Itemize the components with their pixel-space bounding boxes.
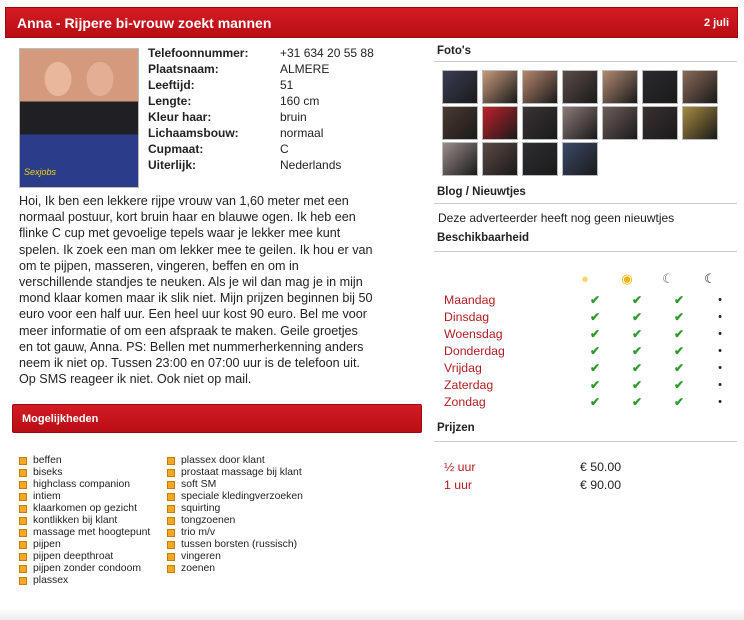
photo-gallery: [442, 70, 732, 177]
square-bullet-icon: [167, 541, 175, 549]
availability-days: [444, 292, 505, 411]
info-value: normaal: [280, 126, 324, 140]
photo-thumbnail[interactable]: [522, 70, 558, 104]
option-label: biseks: [33, 467, 63, 478]
option-item: [167, 527, 303, 539]
photo-thumbnail[interactable]: [482, 106, 518, 140]
option-item: [19, 563, 150, 575]
option-item: [19, 539, 150, 551]
day-label: Donderdag: [444, 344, 505, 358]
info-value: 51: [280, 78, 294, 92]
option-item: [167, 455, 303, 467]
photo-thumbnail[interactable]: [602, 70, 638, 104]
check-icon: ✔: [631, 344, 643, 358]
info-value: C: [280, 142, 289, 156]
option-label: beffen: [33, 455, 62, 466]
option-label: plassex: [33, 575, 69, 586]
check-icon: ✔: [631, 378, 643, 392]
ad-date: 2 juli: [703, 16, 729, 29]
info-label: Lichaamsbouw:: [148, 126, 239, 140]
square-bullet-icon: [19, 505, 27, 513]
prices-title: Prijzen: [437, 422, 475, 434]
ad-description: Hoi, Ik ben een lekkere rijpe vrouw van 1,60 meter met een normaal postuur, kort bruin haar en blauwe ogen. Ik heb een flinke C cup met gevoelige tepels waar je lekker mee kunt spelen. Ik zoek een man om lekker mee te geilen. Ik hou er van om te pijpen, masseren, vingeren, beffen en om in verschillende standjes te neuken. Als je wil dan mag je in mijn mond klaar komen maar ik slik niet. Mijn prijzen beginnen bij 50 euro voor een half uur. Een heel uur kost 90 euro. Bel me voor meer informatie of om een afspraak te maken. Geile groetjes en tot gauw, Anna. PS: Bellen met nummerherkenning anders neem ik niet op. Tussen 23:00 en 07:00 uur is de telefoon uit. Op SMS reageer ik niet. Ook niet op mail.: [19, 194, 373, 387]
availability-col-night: [714, 292, 726, 411]
dot-icon: •: [718, 379, 722, 391]
dot-icon: •: [718, 311, 722, 323]
square-bullet-icon: [167, 553, 175, 561]
options-section-title: Mogelijkheden: [22, 412, 99, 425]
option-item: [167, 563, 303, 575]
option-label: highclass companion: [33, 479, 131, 490]
blog-empty-text: Deze adverteerder heeft nog geen nieuwtjes: [438, 211, 675, 225]
option-item: [167, 539, 303, 551]
info-row-age: [148, 77, 374, 93]
availability-col-afternoon: [630, 292, 644, 411]
day-label: Zaterdag: [444, 378, 494, 392]
photos-title: Foto's: [437, 45, 472, 57]
option-label: prostaat massage bij klant: [181, 467, 302, 478]
option-label: intiem: [33, 491, 61, 502]
ad-title: Anna - Rijpere bi-vrouw zoekt mannen: [17, 14, 272, 31]
square-bullet-icon: [167, 493, 175, 501]
options-list-left: [19, 455, 150, 587]
photo-thumbnail[interactable]: [442, 142, 478, 176]
info-label: Leeftijd:: [148, 78, 195, 92]
day-label: Maandag: [444, 293, 496, 307]
info-value: bruin: [280, 110, 307, 124]
divider: [434, 203, 737, 204]
check-icon: ✔: [631, 327, 643, 341]
info-row-build: [148, 125, 374, 141]
dot-icon: •: [718, 328, 722, 340]
info-value: ALMERE: [280, 62, 330, 76]
photo-thumbnail[interactable]: [562, 106, 598, 140]
check-icon: ✔: [589, 344, 601, 358]
photo-thumbnail[interactable]: [562, 142, 598, 176]
phone-number[interactable]: +31 634 20 55 88: [280, 46, 374, 60]
info-label: Kleur haar:: [148, 110, 212, 124]
afternoon-sun-icon: ◉: [621, 271, 633, 286]
square-bullet-icon: [167, 481, 175, 489]
option-item: [167, 491, 303, 503]
check-icon: ✔: [673, 310, 685, 324]
photo-thumbnail[interactable]: [522, 106, 558, 140]
square-bullet-icon: [19, 541, 27, 549]
info-row-phone: [148, 45, 374, 61]
info-row-city: [148, 61, 374, 77]
option-label: plassex door klant: [181, 455, 265, 466]
square-bullet-icon: [19, 517, 27, 525]
price-duration: 1 uur: [444, 478, 473, 492]
photo-thumbnail[interactable]: [442, 106, 478, 140]
day-label: Woensdag: [444, 327, 503, 341]
check-icon: ✔: [673, 361, 685, 375]
option-label: soft SM: [181, 479, 217, 490]
price-amount: € 90.00: [580, 478, 622, 492]
square-bullet-icon: [167, 529, 175, 537]
square-bullet-icon: [19, 553, 27, 561]
dot-icon: •: [718, 362, 722, 374]
square-bullet-icon: [167, 565, 175, 573]
photo-thumbnail[interactable]: [682, 106, 718, 140]
photo-thumbnail[interactable]: [482, 70, 518, 104]
square-bullet-icon: [19, 577, 27, 585]
availability-title: Beschikbaarheid: [437, 232, 530, 244]
price-amount: € 50.00: [580, 460, 622, 474]
square-bullet-icon: [167, 517, 175, 525]
option-item: [19, 455, 150, 467]
square-bullet-icon: [19, 469, 27, 477]
option-item: [19, 515, 150, 527]
photo-watermark: Sexjobs: [24, 167, 57, 177]
option-item: [19, 479, 150, 491]
page-bottom-edge: [0, 608, 744, 620]
check-icon: ✔: [631, 293, 643, 307]
check-icon: ✔: [673, 344, 685, 358]
option-label: tongzoenen: [181, 515, 236, 526]
option-label: vingeren: [181, 551, 221, 562]
divider: [434, 251, 737, 252]
check-icon: ✔: [673, 293, 685, 307]
check-icon: ✔: [673, 327, 685, 341]
square-bullet-icon: [167, 457, 175, 465]
day-label: Vrijdag: [444, 361, 482, 375]
option-label: zoenen: [181, 563, 216, 574]
availability-col-morning: [588, 292, 602, 411]
option-item: [19, 575, 150, 587]
option-item: [167, 503, 303, 515]
check-icon: ✔: [589, 361, 601, 375]
check-icon: ✔: [589, 395, 601, 409]
check-icon: ✔: [631, 361, 643, 375]
profile-info-table: [148, 45, 374, 173]
day-label: Dinsdag: [444, 310, 490, 324]
check-icon: ✔: [589, 327, 601, 341]
check-icon: ✔: [673, 378, 685, 392]
profile-photo[interactable]: [19, 48, 139, 188]
square-bullet-icon: [167, 505, 175, 513]
square-bullet-icon: [19, 529, 27, 537]
info-row-hair: [148, 109, 374, 125]
dot-icon: •: [718, 396, 722, 408]
check-icon: ✔: [631, 395, 643, 409]
night-moon-icon: ☾: [704, 271, 716, 286]
divider: [434, 61, 737, 62]
photo-thumbnail[interactable]: [642, 106, 678, 140]
option-label: kontlikken bij klant: [33, 515, 118, 526]
option-label: speciale kledingverzoeken: [181, 491, 303, 502]
info-label: Plaatsnaam:: [148, 62, 219, 76]
ad-header: [5, 7, 738, 38]
option-label: klaarkomen op gezicht: [33, 503, 137, 514]
option-item: [167, 515, 303, 527]
photo-thumbnail[interactable]: [642, 70, 678, 104]
divider: [434, 441, 737, 442]
option-label: pijpen zonder condoom: [33, 563, 142, 574]
info-row-height: [148, 93, 374, 109]
square-bullet-icon: [167, 469, 175, 477]
photo-thumbnail[interactable]: [442, 70, 478, 104]
square-bullet-icon: [19, 493, 27, 501]
evening-moon-icon: ☾: [662, 271, 674, 286]
photo-thumbnail[interactable]: [522, 142, 558, 176]
day-label: Zondag: [444, 395, 486, 409]
check-icon: ✔: [631, 310, 643, 324]
dot-icon: •: [718, 345, 722, 357]
option-item: [19, 467, 150, 479]
option-item: [167, 551, 303, 563]
info-label: Lengte:: [148, 94, 192, 108]
square-bullet-icon: [19, 457, 27, 465]
option-item: [167, 479, 303, 491]
info-label: Cupmaat:: [148, 142, 204, 156]
photo-thumbnail[interactable]: [482, 142, 518, 176]
option-label: squirting: [181, 503, 221, 514]
price-duration: ½ uur: [444, 460, 476, 474]
info-row-appearance: [148, 157, 374, 173]
morning-sun-icon: ●: [581, 271, 589, 286]
option-label: pijpen deepthroat: [33, 551, 114, 562]
options-section-header: [12, 404, 422, 433]
option-label: massage met hoogtepunt: [33, 527, 151, 538]
option-item: [19, 491, 150, 503]
square-bullet-icon: [19, 481, 27, 489]
option-label: tussen borsten (russisch): [181, 539, 298, 550]
options-list-right: [167, 455, 303, 575]
option-item: [19, 503, 150, 515]
option-item: [167, 467, 303, 479]
check-icon: ✔: [589, 293, 601, 307]
info-row-cup: [148, 141, 374, 157]
availability-col-evening: [672, 292, 686, 411]
photo-thumbnail[interactable]: [602, 106, 638, 140]
option-item: [19, 551, 150, 563]
blog-title: Blog / Nieuwtjes: [437, 186, 526, 198]
dot-icon: •: [718, 294, 722, 306]
square-bullet-icon: [19, 565, 27, 573]
price-row: [444, 460, 621, 474]
info-value: 160 cm: [280, 94, 320, 108]
info-label: Telefoonnummer:: [148, 46, 249, 60]
check-icon: ✔: [589, 310, 601, 324]
option-item: [19, 527, 150, 539]
option-label: pijpen: [33, 539, 61, 550]
info-label: Uiterlijk:: [148, 158, 197, 172]
info-value: Nederlands: [280, 158, 342, 172]
photo-thumbnail[interactable]: [562, 70, 598, 104]
photo-thumbnail[interactable]: [682, 70, 718, 104]
price-row: [444, 478, 621, 492]
check-icon: ✔: [589, 378, 601, 392]
option-label: trio m/v: [181, 527, 216, 538]
check-icon: ✔: [673, 395, 685, 409]
